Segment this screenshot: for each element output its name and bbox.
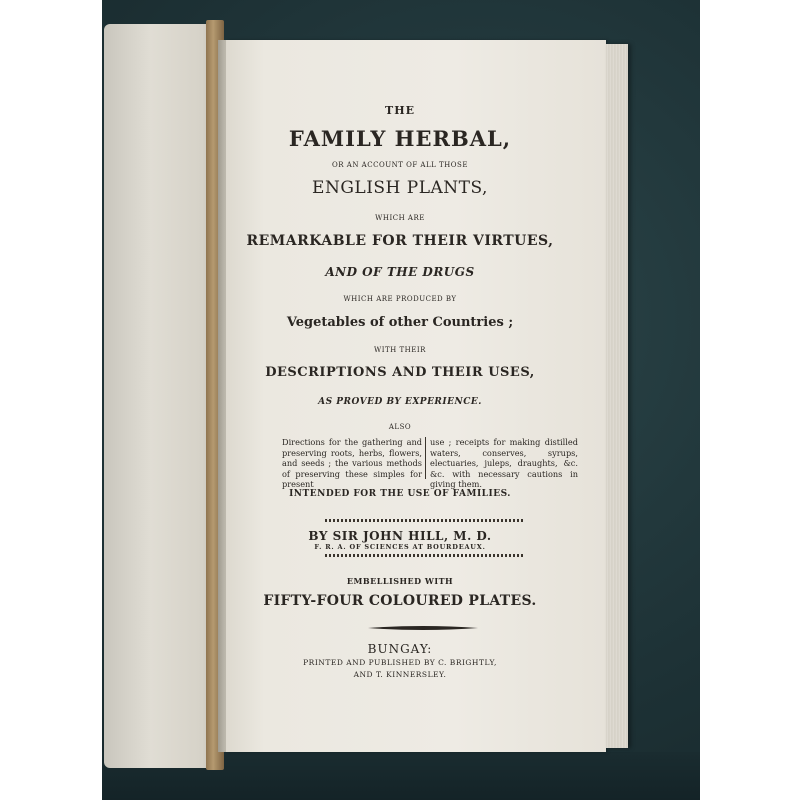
subtitle-which-are: WHICH ARE [375,214,425,222]
subtitle-with-their: WITH THEIR [374,346,426,354]
subtitle-and-drugs: AND OF THE DRUGS [325,265,475,279]
title-the: THE [385,104,415,117]
subtitle-remarkable: REMARKABLE FOR THEIR VIRTUES, [246,233,554,249]
subtitle-also: ALSO [388,423,412,431]
description-right-column: use ; receipts for making distilled waters, conserves, syrups, electuaries, juleps, draughts, &c. &c. with necessary cautions in giving them. [430,437,578,489]
decorative-rule-top [325,519,525,522]
subtitle-vegetables: Vegetables of other Countries ; [286,315,514,330]
description-left-column: Directions for the gathering and preserving roots, herbs, flowers, and seeds ; the various methods of preserving these simples for present [282,437,422,489]
column-divider [425,437,426,479]
author-line: BY SIR JOHN HILL, M. D. [308,529,492,543]
subtitle-english-plants: ENGLISH PLANTS, [312,178,488,198]
title-family-herbal: FAMILY HERBAL, [288,126,512,151]
imprint-publisher: AND T. KINNERSLEY. [353,670,447,679]
plates-line: FIFTY-FOUR COLOURED PLATES. [263,593,537,609]
decorative-rule-bottom [325,554,525,557]
imprint-place: BUNGAY: [367,642,433,656]
two-column-description [282,437,578,489]
author-credentials: F. R. A. OF SCIENCES AT BOURDEAUX. [314,543,486,551]
subtitle-as-proved: AS PROVED BY EXPERIENCE. [318,397,482,407]
embellished-with: EMBELLISHED WITH [346,576,454,586]
subtitle-descriptions: DESCRIPTIONS AND THEIR USES, [265,365,535,380]
imprint-printer: PRINTED AND PUBLISHED BY C. BRIGHTLY, [303,658,497,667]
subtitle-which-produced: WHICH ARE PRODUCED BY [343,295,457,303]
intended-for-families: INTENDED FOR THE USE OF FAMILIES. [289,489,511,499]
subtitle-or-account: OR AN ACCOUNT OF ALL THOSE [332,161,468,169]
ornamental-rule-icon [368,625,478,631]
